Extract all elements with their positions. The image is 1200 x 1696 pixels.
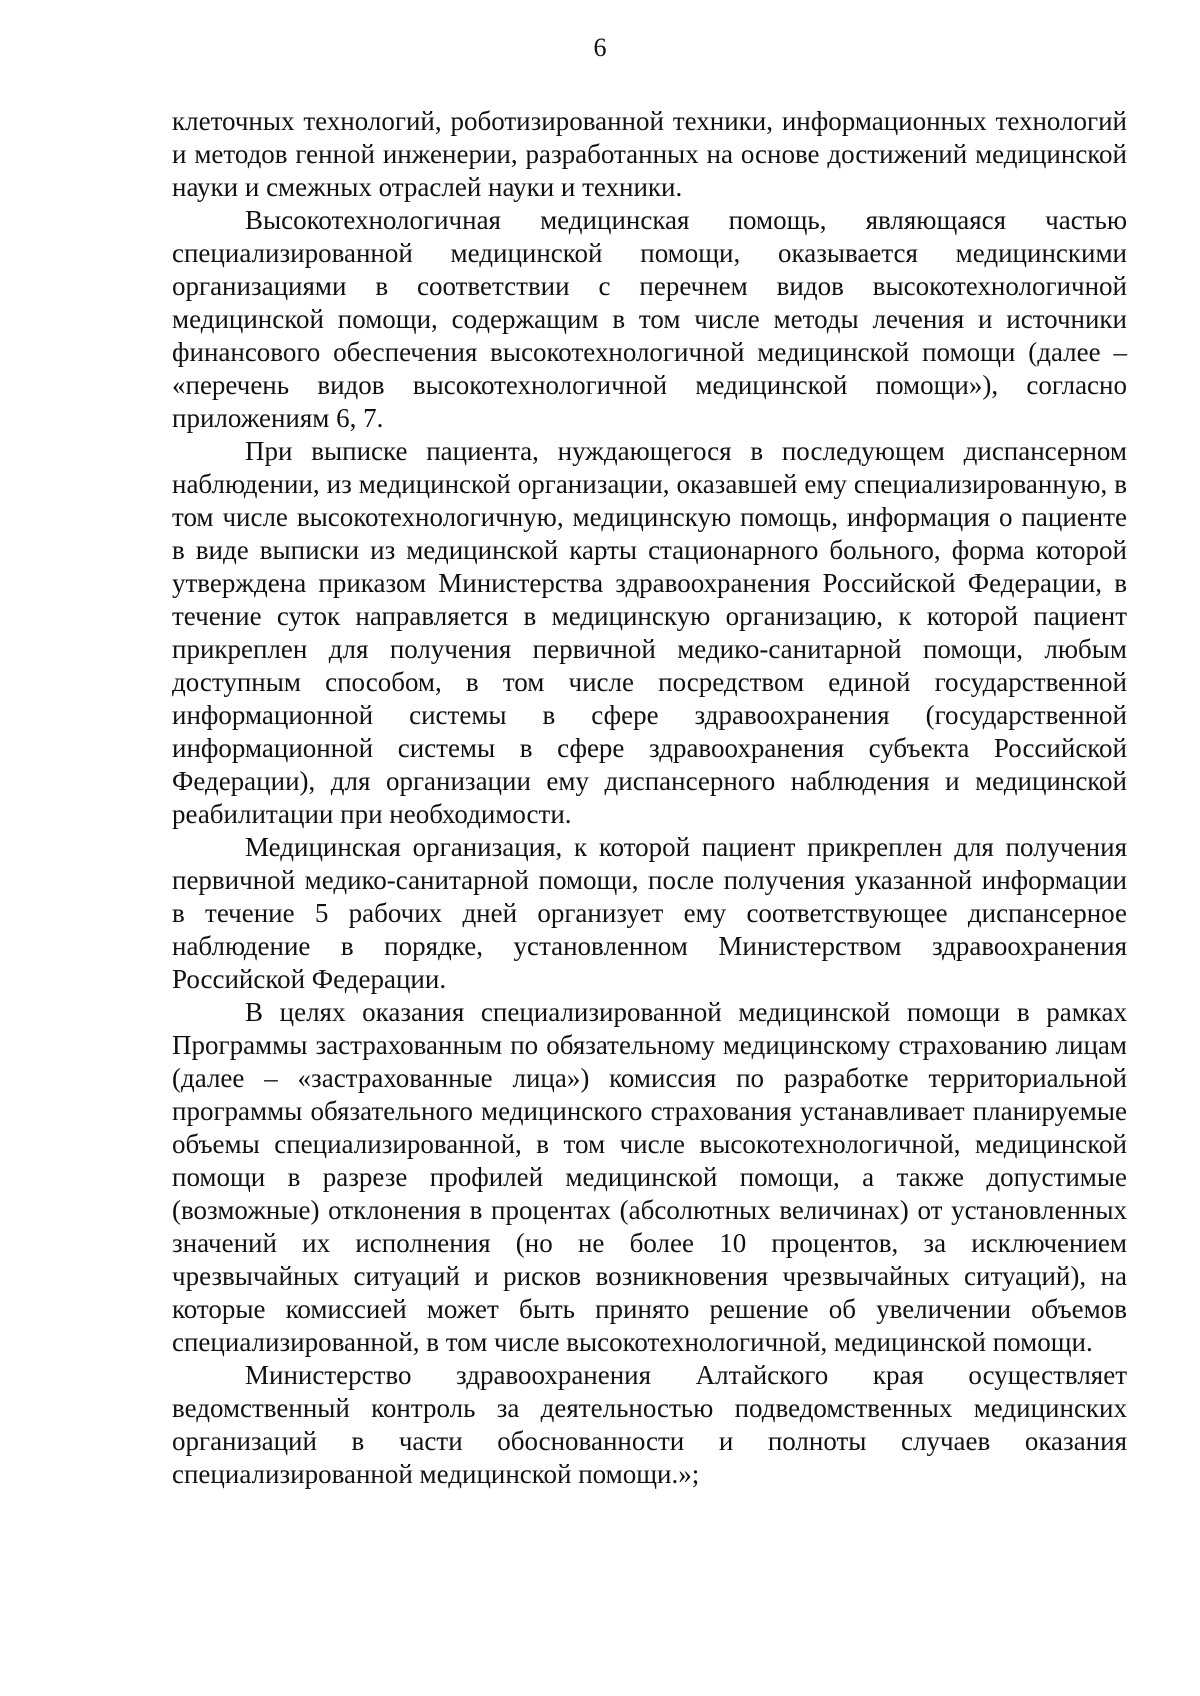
document-body <box>172 105 1127 1491</box>
paragraph-patient-discharge: При выписке пациента, нуждающегося в последующем диспансерном наблюдении, из медицинской организации, оказавшей ему специализированную, в том числе высокотехнологичную, медицинскую помощь, информация о пациенте в виде выписки из медицинской карты стационарного больного, форма которой утверждена приказом Министерства здравоохранения Российской Федерации, в течение суток направляется в медицинскую организацию, к которой пациент прикреплен для получения первичной медико-санитарной помощи, любым доступным способом, в том числе посредством единой государственной информационной системы в сфере здравоохранения (государственной информационной системы в сфере здравоохранения субъекта Российской Федерации), для организации ему диспансерного наблюдения и медицинской реабилитации при необходимости. <box>172 436 1127 829</box>
paragraph-ministry-control: Министерство здравоохранения Алтайского края осуществляет ведомственный контроль за деятельностью подведомственных медицинских организаций в части обоснованности и полноты случаев оказания специализированной медицинской помощи.»; <box>172 1360 1127 1489</box>
paragraph-continuation: клеточных технологий, роботизированной техники, информационных технологий и методов генной инженерии, разработанных на основе достижений медицинской науки и смежных отраслей науки и техники. <box>172 106 1127 202</box>
paragraph-dispensary-observation: Медицинская организация, к которой пациент прикреплен для получения первичной медико-санитарной помощи, после получения указанной информации в течение 5 рабочих дней организует ему соответствующее диспансерное наблюдение в порядке, установленном Министерством здравоохранения Российской Федерации. <box>172 832 1127 994</box>
page-number: 6 <box>593 33 607 62</box>
paragraph-specialized-care-volumes: В целях оказания специализированной медицинской помощи в рамках Программы застрахованным по обязательному медицинскому страхованию лицам (далее – «застрахованные лица») комиссия по разработке территориальной программы обязательного медицинского страхования устанавливает планируемые объемы специализированной, в том числе высокотехнологичной, медицинской помощи в разрезе профилей медицинской помощи, а также допустимые (возможные) отклонения в процентах (абсолютных величинах) от установленных значений их исполнения (но не более 10 процентов, за исключением чрезвычайных ситуаций и рисков возникновения чрезвычайных ситуаций), на которые комиссией может быть принято решение об увеличении объемов специализированной, в том числе высокотехнологичной, медицинской помощи. <box>172 997 1127 1357</box>
paragraph-high-tech-care: Высокотехнологичная медицинская помощь, являющаяся частью специализированной медицинской помощи, оказывается медицинскими организациями в соответствии с перечнем видов высокотехнологичной медицинской помощи, содержащим в том числе методы лечения и источники финансового обеспечения высокотехнологичной медицинской помощи (далее – «перечень видов высокотехнологичной медицинской помощи»), согласно приложениям 6, 7. <box>172 205 1127 433</box>
